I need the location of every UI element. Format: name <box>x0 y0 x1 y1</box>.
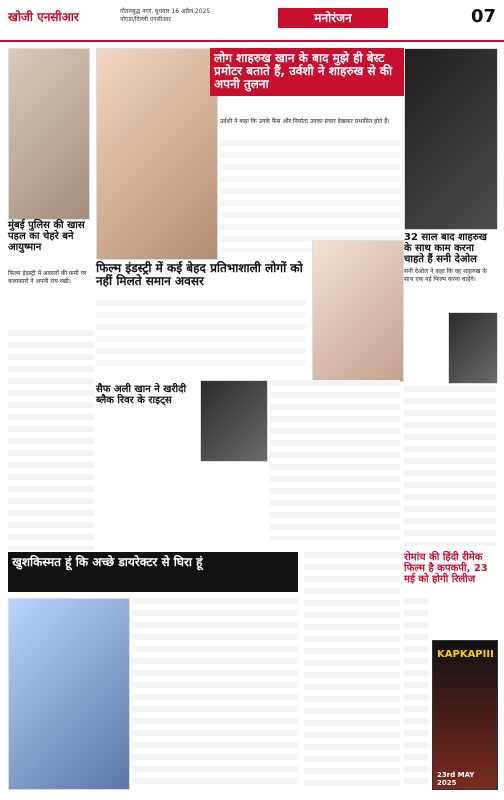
top-center-text-block <box>220 140 400 252</box>
middle-right-text-block <box>270 380 400 540</box>
middle-center-headline: फिल्म इंडस्ट्री में कई बेहद प्रतिभाशाली लोगों को नहीं मिलते समान अवसर <box>96 261 303 289</box>
ayushmann-photo <box>8 48 90 220</box>
kapkapi-poster <box>432 640 498 790</box>
poster-release-date: 23rd MAY 2025 <box>437 771 475 787</box>
saif-photo <box>200 380 268 462</box>
shahrukh-inset-photo <box>448 312 498 384</box>
top-left-body: फिल्म इंडस्ट्री में अवसरों की कमी पर कलाकारों ने अपनी राय रखी। <box>8 270 87 285</box>
bottom-middle-text-block <box>304 552 400 788</box>
top-center-headline: लोग शाहरुख खान के बाद मुझे ही बेस्ट प्रमोटर बताते हैं, उर्वशी ने शाहरुख से की अपनी तुलना <box>210 48 408 96</box>
left-column-text-block <box>8 330 94 550</box>
dateline <box>120 8 270 24</box>
sunny-deol-photo <box>404 48 498 230</box>
top-right-headline: 32 साल बाद शाहरुख के साथ काम करना चाहते हैं सनी देओल <box>404 232 487 265</box>
top-left-headline: मुंबई पुलिस की खास पहल का चेहरे बने आयुष्मान <box>8 220 85 253</box>
director-photo <box>8 598 130 790</box>
dateline-line-1: गौतमबुद्ध नगर, बुधवार 16 अप्रैल 2025 <box>120 8 211 15</box>
poster-title: KAPKAPIII <box>437 649 494 660</box>
top-right-body: सनी देओल ने कहा कि वह शाहरुख के साथ एक नई फिल्म करना चाहेंगे। <box>404 268 487 283</box>
page-number: 07 <box>470 6 496 27</box>
bottom-right-text-block <box>404 598 428 788</box>
bottom-right-headline: रोमांच की हिंदी रीमेक फिल्म है कपकपी, 23 मई को होगी रिलीज <box>404 552 488 585</box>
bottom-center-text-block <box>132 598 298 788</box>
actress-photo <box>312 240 404 382</box>
urvashi-photo <box>96 48 218 260</box>
dateline-line-2: नोएडा/दिल्ली एनसीआर <box>120 16 171 23</box>
section-label: मनोरंजन <box>278 8 388 28</box>
right-column-text-block <box>404 386 496 546</box>
brand-name: खोजी एनसीआर <box>8 10 79 24</box>
bottom-center-headline: खुशकिस्मत हूं कि अच्छे डायरेक्टर से घिरा हूं <box>12 555 203 569</box>
middle-small-headline: सैफ अली खान ने खरीदी ब्लैक रिवर के राइट्स <box>96 384 187 406</box>
middle-center-text-block <box>96 300 306 370</box>
top-center-body: उर्वशी ने कहा कि उनके फैंस और निर्माता उनका प्रचार देखकर प्रभावित होते हैं। <box>220 118 390 125</box>
